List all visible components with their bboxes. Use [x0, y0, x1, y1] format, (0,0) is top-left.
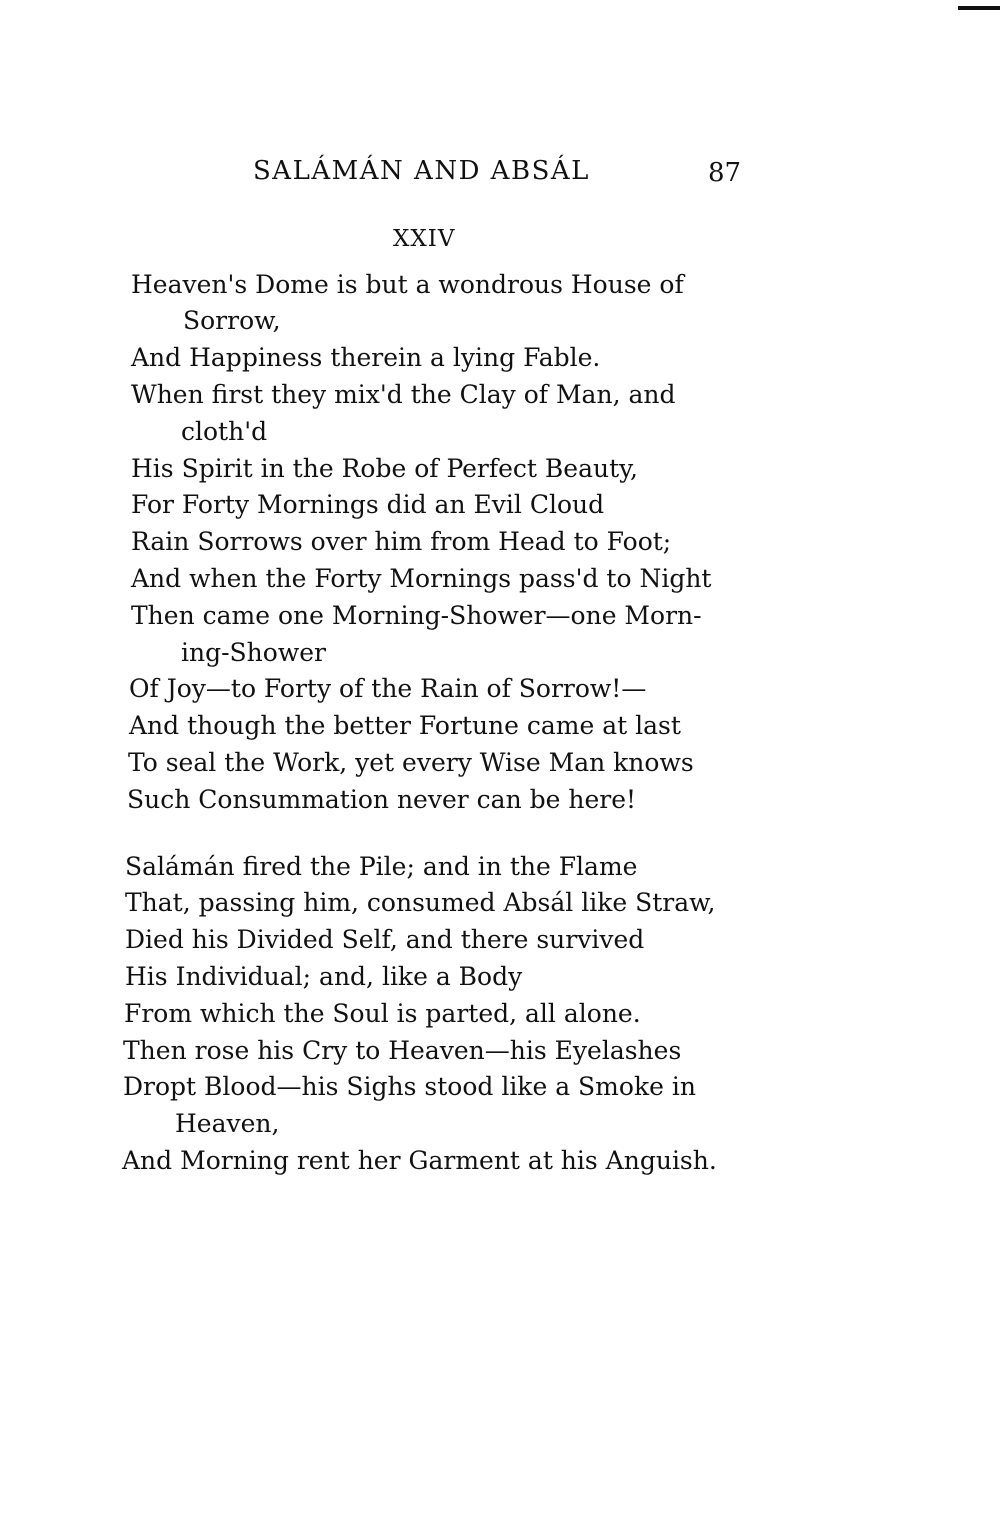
verse-line: From which the Soul is parted, all alone. [124, 999, 641, 1028]
verse-line: His Individual; and, like a Body [125, 962, 523, 991]
verse-line: Dropt Blood—his Sighs stood like a Smoke in [123, 1072, 696, 1101]
page-number: 87 [708, 158, 742, 188]
verse-line: For Forty Mornings did an Evil Cloud [131, 490, 605, 519]
running-head: SALÁMÁN AND ABSÁL [253, 156, 590, 186]
verse-line: Died his Divided Self, and there survived [125, 925, 645, 954]
verse-line: To seal the Work, yet every Wise Man knows [128, 748, 694, 777]
verse-line: Such Consummation never can be here! [127, 785, 637, 814]
verse-line: Then came one Morning-Shower—one Morn- [131, 601, 702, 630]
verse-line: And when the Forty Mornings pass'd to Night [131, 564, 712, 593]
verse-line: Heaven, [175, 1109, 280, 1138]
verse-line: ing-Shower [181, 638, 326, 667]
verse-line: Rain Sorrows over him from Head to Foot; [131, 527, 672, 556]
verse-line: Heaven's Dome is but a wondrous House of [131, 270, 684, 299]
verse-line: And Morning rent her Garment at his Anguish. [122, 1146, 717, 1175]
verse-line: When first they mix'd the Clay of Man, and [131, 380, 676, 409]
verse-line: His Spirit in the Robe of Perfect Beauty, [131, 454, 638, 483]
verse-line: That, passing him, consumed Absál like Straw, [125, 888, 716, 917]
verse-line: Sorrow, [183, 306, 281, 335]
verse-line: And Happiness therein a lying Fable. [131, 343, 601, 372]
verse-line: Of Joy—to Forty of the Rain of Sorrow!— [129, 674, 647, 703]
verse-line: Then rose his Cry to Heaven—his Eyelashes [123, 1036, 682, 1065]
section-title: XXIV [393, 226, 456, 252]
verse-line: cloth'd [181, 417, 268, 446]
verse-line: Salámán fired the Pile; and in the Flame [125, 852, 638, 881]
verse-line: And though the better Fortune came at last [129, 711, 681, 740]
corner-scan-mark [958, 6, 1000, 10]
